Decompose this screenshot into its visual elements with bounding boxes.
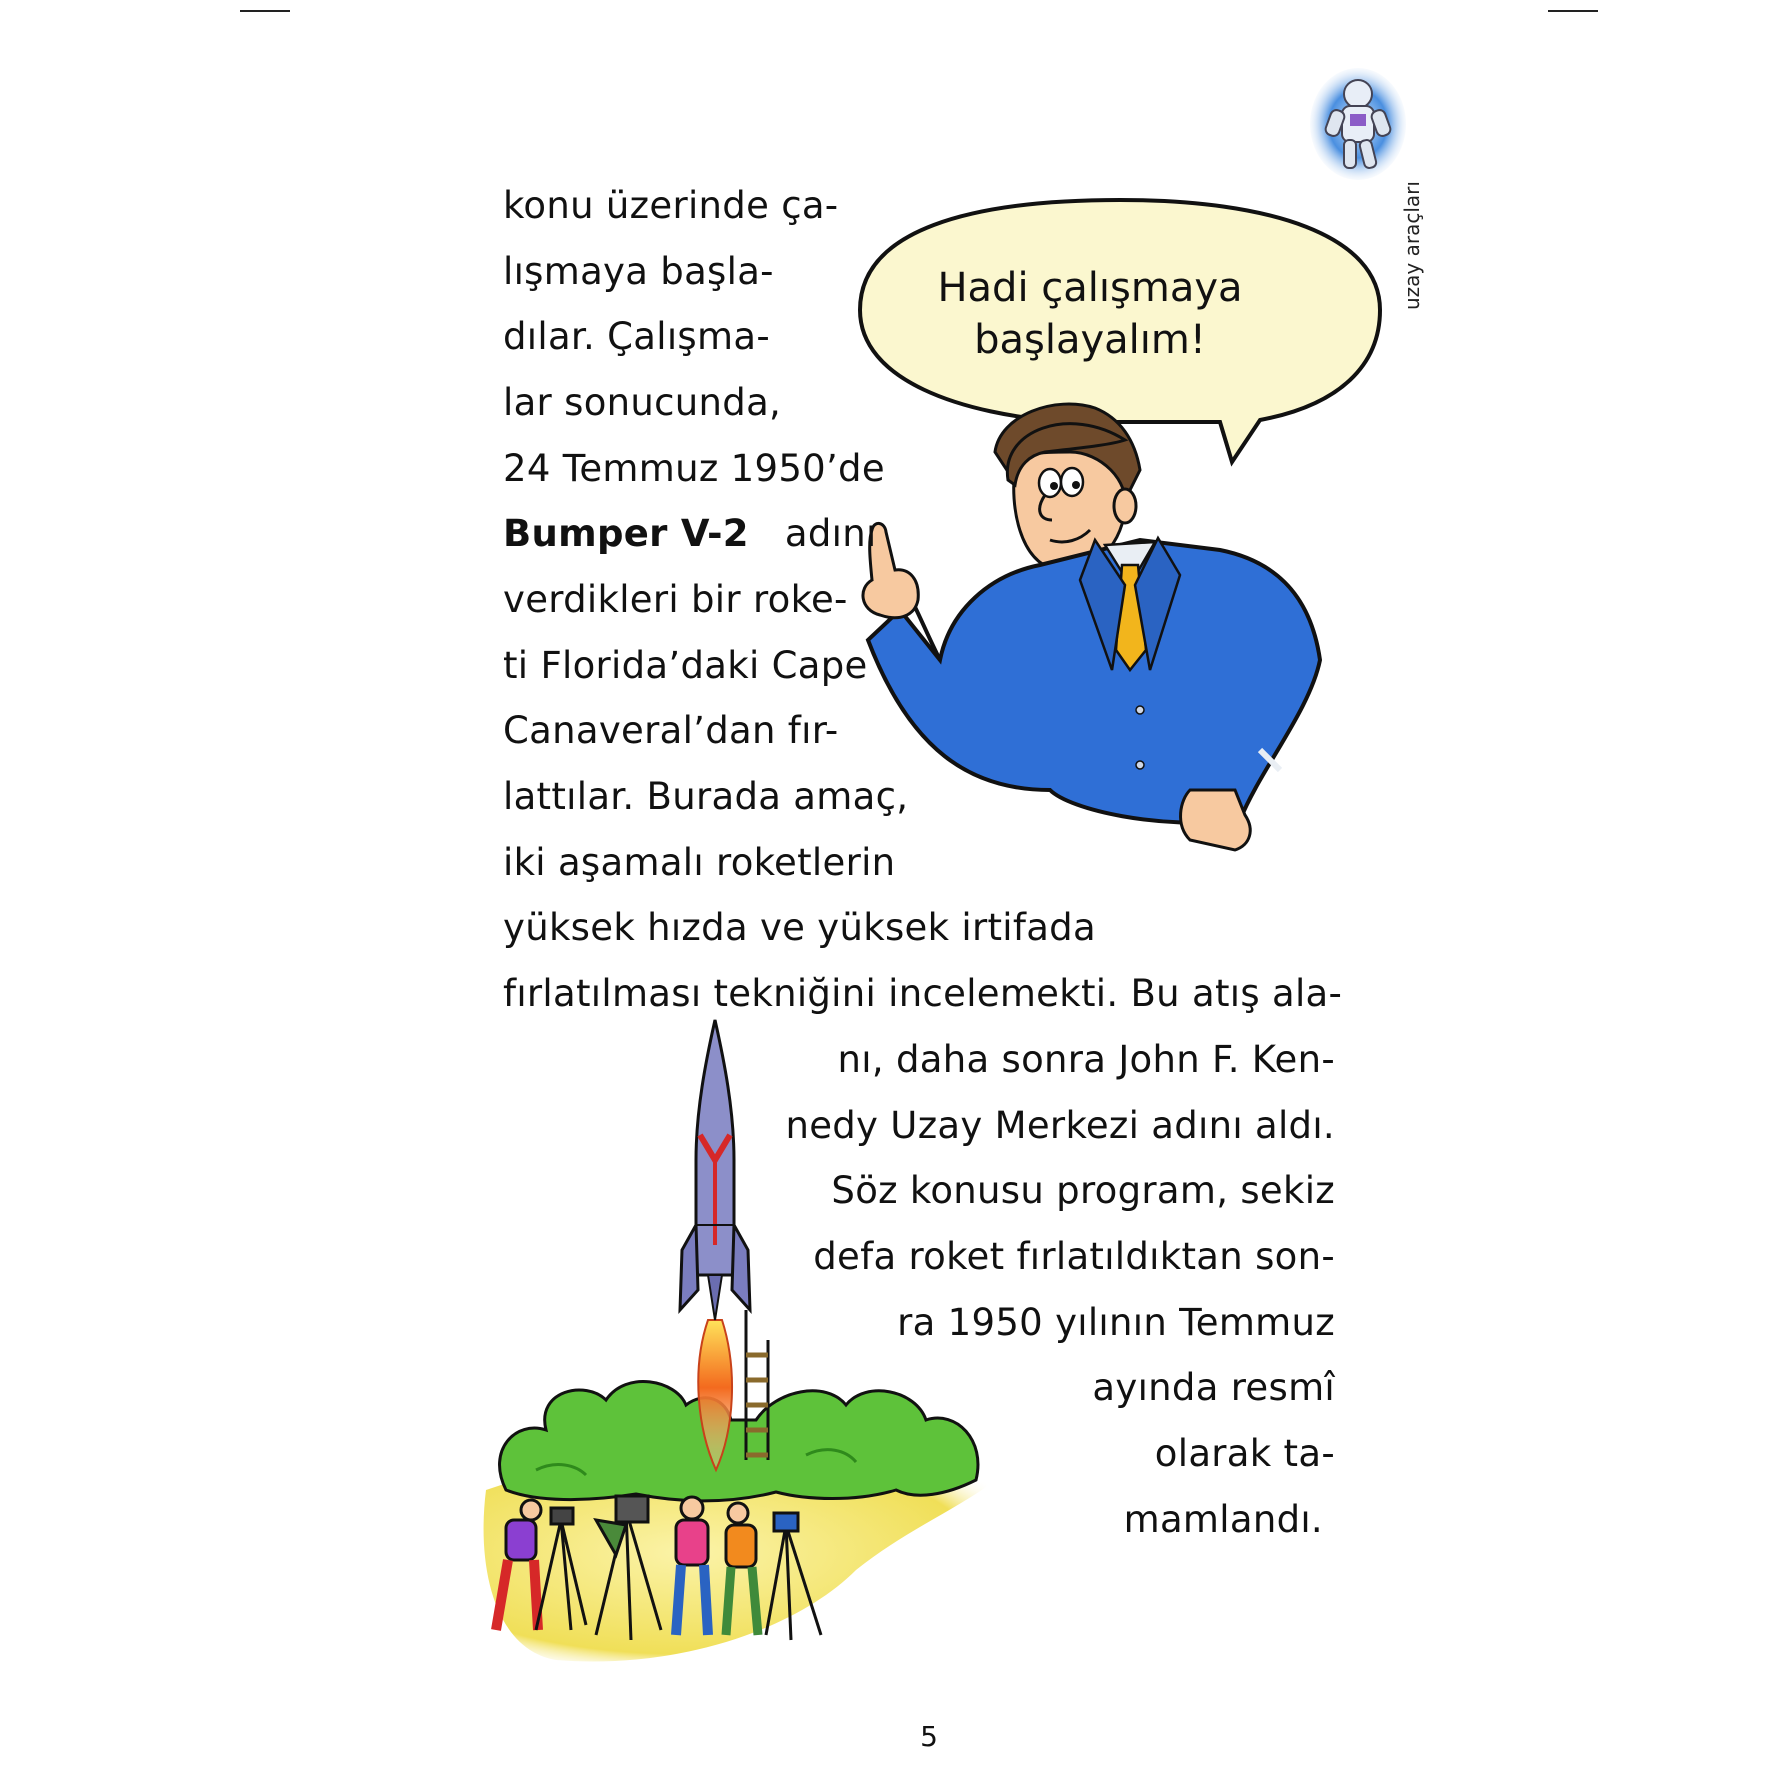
text-line: olarak ta-: [1154, 1432, 1335, 1475]
text-line: ra 1950 yılının Temmuz: [897, 1301, 1335, 1344]
text-line: 24 Temmuz 1950’de: [503, 447, 885, 490]
text-line: verdikleri bir roke-: [503, 578, 848, 621]
speech-bubble-text: [860, 262, 1320, 366]
text-line: yüksek hızda ve yüksek irtifada: [503, 906, 1096, 949]
text-line: ti Florida’daki Cape: [503, 644, 868, 687]
text-line: fırlatılması tekniğini incelemekti. Bu atış ala-: [503, 972, 1343, 1015]
text-line: lışmaya başla-: [503, 250, 774, 293]
text-line: nı, daha sonra John F. Ken-: [837, 1038, 1335, 1081]
text-line: mamlandı.: [1123, 1498, 1323, 1541]
astronaut-icon: [1308, 66, 1408, 184]
text-line: dılar. Çalışma-: [503, 315, 770, 358]
text-fragment: adını: [784, 512, 877, 555]
text-line: konu üzerinde ça-: [503, 184, 839, 227]
text-line: iki aşamalı roketlerin: [503, 841, 896, 884]
trim-mark-left: [240, 10, 290, 12]
speech-line-1: Hadi çalışmaya: [937, 265, 1243, 311]
page-number: 5: [920, 1720, 938, 1753]
text-line: [503, 512, 877, 555]
text-line: lar sonucunda,: [503, 381, 782, 424]
text-line: nedy Uzay Merkezi adını aldı.: [785, 1104, 1335, 1147]
text-line: ayında resmî: [1092, 1366, 1335, 1409]
trim-mark-right: [1548, 10, 1598, 12]
side-label: uzay araçları: [1400, 181, 1424, 310]
text-line: defa roket fırlatıldıktan son-: [813, 1235, 1335, 1278]
text-line: lattılar. Burada amaç,: [503, 775, 909, 818]
text-line: Canaveral’dan fır-: [503, 709, 839, 752]
bold-term: Bumper V-2: [503, 512, 749, 555]
text-line: Söz konusu program, sekiz: [831, 1169, 1335, 1212]
speech-line-2: başlayalım!: [974, 317, 1206, 363]
